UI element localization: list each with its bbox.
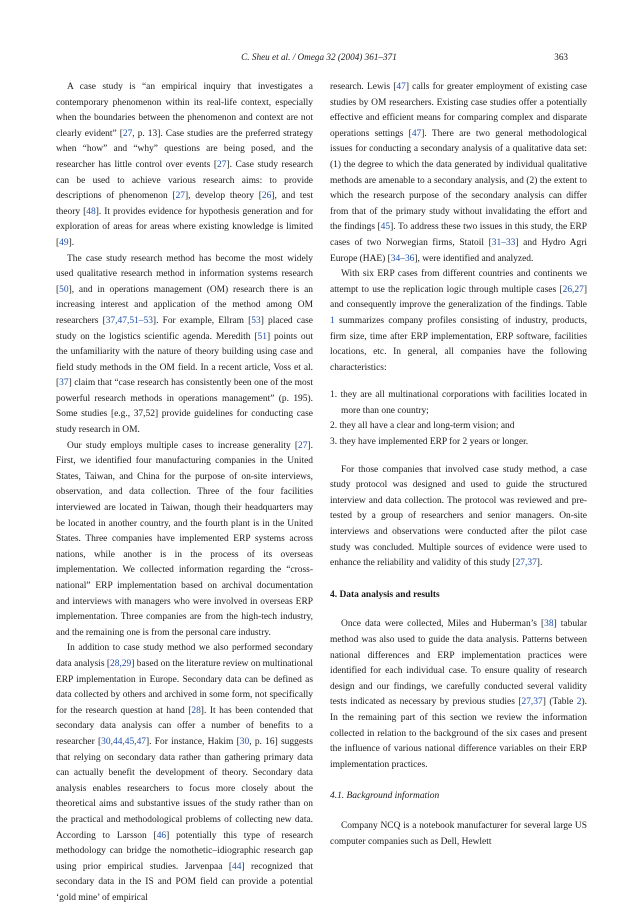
paragraph (330, 267, 587, 376)
text-run: For those companies that involved case study method, a case study protocol was designed and used to guide the structured interview and data collection. The protocol was reviewed and pre-tested by a group of researchers and senior managers. On-site interviews and observations were conducted after the pilot case study was concluded. Multiple sources of evidence were used to enhance the reliability and validity of this study [ (330, 464, 587, 569)
citation-link[interactable]: 34–36 (390, 253, 415, 264)
text-run: ]. It provides evidence for hypothesis generation and for exploration of areas for areas where existing knowledge is limited [ (56, 206, 313, 248)
subsection-heading: 4.1. Background information (330, 791, 440, 802)
text-run: The case study research method has become the most widely used qualitative research method in information systems research [ (56, 253, 313, 295)
right-column (330, 80, 587, 850)
left-column (56, 80, 313, 906)
text-run: ]. There are two general methodological issues for conducting a secondary analysis of a qualitative data set: (1) the degree to which the data generated by individual qualitative methods are amenable to a secondary analysis, and (2) the extent to which the research purpose of the secondary analysis can differ from that of the primary study without invalidating the effort and the findings [ (330, 128, 587, 233)
paragraph (330, 80, 587, 267)
text-run: ]. It has been contended that secondary data analysis can offer a number of benefits to a researcher [ (56, 705, 313, 747)
text-run: ], and test theory [ (56, 191, 313, 217)
citation-link[interactable]: 38 (544, 619, 554, 630)
text-run: ] and Hydro Agri Europe (HAE) [ (330, 237, 587, 264)
characteristics-list (330, 388, 587, 450)
text-run: Company NCQ is a notebook manufacturer for several large US computer companies such as Dell, Hewlett (330, 820, 587, 847)
paragraph (330, 617, 587, 773)
citation-link[interactable]: 27,37 (521, 697, 543, 708)
text-run: ] recognized that secondary data in the IS and POM field can provide a potential ‘gold mine’ of empirical (56, 861, 313, 903)
paragraph (56, 80, 313, 252)
text-run: ]. (68, 237, 75, 248)
text-run: summarizes company profiles consisting of industry, products, firm size, time after ERP implementation, ERP software, facilities locations, etc. In general, all companies have the following characteristics: (330, 315, 587, 373)
text-run: research. Lewis [ (330, 82, 397, 92)
text-run: ]. First, we identified four manufacturing companies in the United States, Taiwan, and China for the purpose of on-site interviews, observation, and data collection. Three of the four facilities interviewed are located in Taiwan, though their headquarters may be located in another country, and the fourth plant is in the United States. Three companies have implemented ERP systems across nations, while another is in the process of its overseas implementation. We collected information regarding the “cross-national” ERP implementation based on archival documentation and interviews with managers who were involved in overseas ERP implementation. Three companies are from the high-tech industry, and the remaining one is from the personal care industry. (56, 440, 313, 638)
text-run: Our study employs multiple cases to increase generality [ (67, 440, 299, 451)
citation-link[interactable]: 30 (239, 736, 250, 747)
text-run: ] claim that “case research has consistently been one of the most powerful research methods in operations management” (p. 195). Some studies [e.g., 37,52] provide guidelines for conducting case study research in OM. (56, 378, 313, 436)
paragraph (56, 439, 313, 642)
section-heading: 4. Data analysis and results (330, 589, 440, 600)
citation-link[interactable]: 53 (251, 315, 261, 326)
citation-link[interactable]: 45 (380, 222, 391, 233)
citation-link[interactable]: 48 (86, 206, 96, 217)
citation-link[interactable]: 47 (411, 128, 422, 139)
citation-link[interactable]: 27 (175, 191, 186, 202)
text-run: ] placed case study on the logistics scientific agenda. Meredith [ (56, 315, 313, 342)
text-run: Once data were collected, Miles and Huberman’s [ (341, 619, 545, 630)
paragraph (56, 641, 313, 906)
citation-link[interactable]: 27 (122, 128, 133, 139)
text-run: ]. For example, Ellram [ (152, 315, 252, 326)
citation-link[interactable]: 2 (576, 697, 582, 708)
citation-link[interactable]: 44 (232, 861, 242, 872)
list-item: 1. they are all multinational corporations with facilities located in more than one country; (330, 390, 587, 416)
text-run: ] calls for greater employment of existing case studies by OM researchers. Existing case studies offer a potentially effective and efficient means for comparing complex and disparate operations settings [ (330, 82, 587, 139)
citation-link[interactable]: 46 (156, 830, 167, 841)
paragraph (330, 463, 587, 572)
citation-link[interactable]: 26,27 (562, 284, 584, 295)
text-run: ]. For instance, Hakim [ (146, 736, 240, 747)
page-number: 363 (554, 52, 568, 62)
text-run: With six ERP cases from different countries and continents we attempt to use the replication logic through multiple cases [ (330, 269, 587, 295)
citation-link[interactable]: 37 (59, 378, 69, 389)
text-run: ]. (536, 558, 543, 569)
citation-link[interactable]: 27,37 (515, 558, 537, 569)
citation-link[interactable]: 37,47,51–53 (105, 315, 153, 326)
citation-link[interactable]: 28 (191, 705, 201, 716)
citation-link[interactable]: 50 (59, 284, 69, 295)
text-run: , p. 13]. Case studies are the preferred strategy when “how” and “why” questions are being posed, and the researcher has little control over events [ (56, 128, 313, 170)
text-run: ] tabular method was also used to guide the data analysis. Patterns between national differences and ERP implementation practices were identified for each individual case. To ensure quality of research design and our findings, we carefully conducted several validity tests indicated as necessary by previous studies [ (330, 619, 587, 708)
text-run: ], develop theory [ (185, 191, 262, 202)
list-item: 2. they all have a clear and long-term vision; and (330, 421, 515, 432)
citation-link[interactable]: 51 (257, 331, 267, 342)
text-run: ] and consequently improve the generalization of the findings. Table (330, 284, 587, 311)
text-run: ], and in operations management (OM) research there is an increasing interest and application of the method among OM researchers [ (56, 284, 313, 326)
text-run: ] points out the unfamiliarity with the nature of theory building using case and field study methods in the OM field. In a recent article, Voss et al. [ (56, 331, 313, 389)
citation-link[interactable]: 30,44,45,47 (101, 736, 146, 747)
citation-link[interactable]: 26 (261, 191, 272, 202)
text-run: ]. To address these two issues in this study, the ERP cases of two Norwegian firms, Statoil [ (330, 222, 587, 248)
running-header-citation: C. Sheu et al. / Omega 32 (2004) 361–371 (241, 52, 397, 62)
text-run: ] based on the literature review on multinational ERP implementation in Europe. Secondary data can be defined as data collected by others and archived in some form, not specifically for the research question at hand [ (56, 658, 313, 716)
page-header (0, 52, 638, 66)
list-item: 3. they have implemented ERP for 2 years or longer. (330, 437, 529, 448)
text-run: , p. 16] suggests that relying on secondary data rather than gathering primary data can actually benefit the development of theory. Secondary data analysis enables researchers to focus more closely about the theoretical aims and substantive issues of the study rather than on the practical and methodological problems of collecting new data. According to Larsson [ (56, 736, 313, 841)
paragraph (330, 819, 587, 850)
text-run: ], were identified and analyzed. (414, 253, 534, 264)
citation-link[interactable]: 27 (217, 159, 227, 170)
text-run: ] (Table (542, 697, 577, 708)
paragraph (56, 252, 313, 439)
text-run: ]. Case study research can be used to achieve various research aims: to provide descriptions of phenomenon [ (56, 159, 313, 202)
citation-link[interactable]: 1 (330, 315, 335, 326)
text-run: A case study is “an empirical inquiry that investigates a contemporary phenomenon within its real-life context, especially when the boundaries between the phenomenon and context are not clearly evident” [ (56, 82, 313, 139)
citation-link[interactable]: 27 (298, 440, 308, 451)
citation-link[interactable]: 31–33 (491, 237, 516, 248)
citation-link[interactable]: 28,29 (110, 658, 132, 669)
text-run: In addition to case study method we also performed secondary data analysis [ (56, 643, 313, 669)
text-run: ] potentially this type of research methodology can bridge the nomothetic–idiographic research gap using prior empirical studies. Jarvenpaa [ (56, 830, 313, 872)
citation-link[interactable]: 49 (59, 237, 69, 248)
citation-link[interactable]: 47 (396, 82, 406, 92)
text-run: ). In the remaining part of this section we review the information collected in relation to the background of the six cases and present the influence of various national difference variables on their ERP implementation practices. (330, 697, 587, 770)
